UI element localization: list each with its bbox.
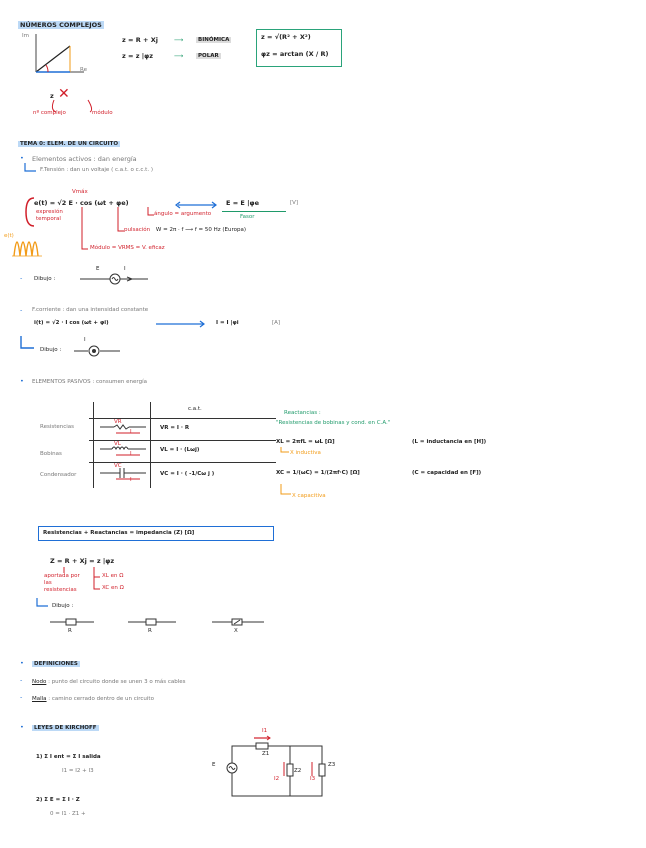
bullet-icon: •	[20, 723, 24, 731]
impedancia-box: Resistencias + Reactancias = impedancia (Z) [Ω]	[38, 526, 274, 541]
dibujo1-i: I	[124, 266, 126, 272]
impedance-symbol	[212, 617, 264, 627]
arrow-icon	[156, 320, 206, 328]
xl-sub: X inductiva	[290, 450, 321, 456]
nc-label: nº complejo	[33, 110, 66, 116]
law1-example: I1 = I2 + I3	[62, 768, 94, 774]
bullet-icon: -	[20, 274, 23, 282]
malla-value: : camino cerrado dentro de un circuito	[48, 696, 154, 702]
row-name: Condensador	[40, 472, 77, 478]
law2-example: 0 = I1 · Z1 +	[50, 811, 86, 817]
section-title-tema: TEMA 0: ELEM. DE UN CIRCUITO	[20, 141, 119, 147]
row-law: VC = I · ( -1/Cω j )	[160, 471, 215, 477]
it-formula: i(t) = √2 · I cos (ωt + φi)	[34, 320, 109, 326]
page-title: NÚMEROS COMPLEJOS	[20, 21, 102, 29]
impedance-symbol	[128, 617, 176, 627]
phasor-e: E = E |φe	[226, 199, 259, 207]
axis-re-label: Re	[80, 67, 87, 73]
row-name: Resistencias	[40, 424, 75, 430]
kirchoff-heading: LEYES DE KIRCHOFF	[34, 725, 97, 731]
dibujo1-e: E	[96, 266, 100, 272]
polar-label: POLAR	[198, 53, 219, 59]
row-law: VL = I · (Lωj)	[160, 447, 200, 453]
phasor-unit: [V]	[290, 200, 299, 206]
bullet-icon: •	[20, 377, 24, 385]
fasor-label: Fasor	[240, 214, 255, 220]
phasor-i: I = I |φi	[216, 320, 239, 326]
pasivos-heading: ELEMENTOS PASIVOS : consumen energía	[32, 379, 147, 385]
react-sub: "Resistencias de bobinas y cond. en C.A."	[276, 420, 391, 426]
branch-arrow-icon	[20, 336, 36, 350]
resistor-icon	[100, 424, 146, 434]
kirchoff-circuit-diagram	[224, 740, 330, 800]
xc-ohm-label: XC en Ω	[102, 585, 124, 591]
circuit-i1: I1	[262, 728, 268, 734]
circuit-z1: Z1	[262, 751, 270, 757]
impedancia-formula: Z = R + Xj = z |φz	[50, 557, 115, 565]
xl-ohm-label: XL en Ω	[102, 573, 124, 579]
pulsacion-label: pulsación	[124, 227, 151, 233]
binomica-formula: z = R + Xj	[122, 36, 158, 44]
circuit-z3: Z3	[328, 762, 336, 768]
bullet-icon: •	[20, 154, 24, 162]
modulus-argument-box	[256, 29, 342, 67]
bullet-icon: -	[20, 676, 23, 684]
bullet-icon: -	[20, 306, 23, 314]
tension-line: F.Tensión : dan un voltaje ( c.a.t. o c.c.t. )	[40, 167, 153, 173]
law1: 1) Σ I ent = Σ I salida	[36, 754, 101, 760]
xl-note: (L = inductancia en [H])	[412, 439, 487, 445]
corriente-line: F.corriente : dan una intensidad constante	[32, 307, 149, 313]
xl-formula: XL = 2πfL = ωL [Ω]	[276, 439, 335, 445]
arrow-icon	[176, 201, 220, 209]
wave-label: e(t)	[4, 233, 14, 239]
malla-key: Malla	[32, 696, 47, 702]
voltage-source-symbol	[80, 272, 148, 286]
row-v-label: VL	[114, 441, 121, 447]
malla-line	[32, 696, 154, 702]
conj-z-label: z	[50, 92, 54, 100]
sine-wave-icon	[12, 226, 42, 262]
modulo-vrms-label: Módulo = VRMS = V. eficaz	[90, 245, 165, 251]
bullet-icon: -	[20, 693, 23, 701]
pasivos-table	[93, 402, 276, 488]
branch-arrow-icon	[280, 447, 290, 455]
arrow-icon: ⟶	[174, 52, 184, 60]
xc-note: (C = capacidad en [F])	[412, 470, 482, 476]
activos-heading: Elementos activos : dan energía	[32, 155, 137, 163]
impedancia-dibujo: Dibujo :	[52, 603, 74, 609]
cross-icon: ✕	[58, 86, 70, 102]
row-v-label: VC	[114, 463, 122, 469]
col-cat-header: c.a.t.	[188, 406, 202, 412]
current-source-symbol	[74, 344, 120, 358]
dibujo2-i: I	[84, 337, 86, 343]
bullet-icon: •	[20, 659, 24, 667]
arrow-icon: ⟶	[174, 36, 184, 44]
circuit-i3: I3	[310, 776, 316, 782]
law2: 2) Σ E = Σ I · Z	[36, 797, 80, 803]
pulsacion-line	[124, 227, 246, 233]
divider	[150, 402, 151, 488]
row-name: Bobinas	[40, 451, 62, 457]
definiciones-heading: DEFINICIONES	[34, 661, 78, 667]
modulus-formula: z = √(R² + X²)	[261, 33, 311, 41]
react-title: Reactancias :	[284, 410, 321, 416]
branch-arrow-icon	[36, 598, 50, 610]
dibujo1-label: Dibujo :	[34, 276, 56, 282]
divider	[222, 211, 286, 212]
circuit-i2: I2	[274, 776, 280, 782]
impedance-label: R	[148, 628, 152, 634]
row-law: VR = I · R	[160, 425, 190, 431]
dibujo2-label: Dibujo :	[40, 347, 62, 353]
row-i-label: I	[130, 451, 132, 457]
phasor-i-unit: [A]	[272, 320, 281, 326]
row-v-label: VR	[114, 419, 122, 425]
nodo-value: : punto del circuito donde se unen 3 o más cables	[48, 679, 186, 685]
nodo-key: Nodo	[32, 679, 47, 685]
et-formula: e(t) = √2 E · cos (ωt + φe)	[34, 199, 129, 207]
capacitor-icon	[100, 468, 146, 480]
xc-sub: X capacitiva	[292, 493, 326, 499]
impedance-symbol	[50, 617, 94, 627]
modulo-label: módulo	[92, 110, 113, 116]
binomica-label: BINÓMICA	[198, 37, 230, 43]
nodo-line	[32, 679, 186, 685]
row-i-label: I	[130, 429, 132, 435]
circuit-e: E	[212, 762, 216, 768]
inductor-icon	[100, 446, 146, 456]
aport-label: aportada por las resistencias	[44, 573, 80, 593]
angle-label: ángulo = argumento	[154, 211, 212, 217]
axis-im-label: Im	[22, 33, 29, 39]
polar-formula: z = z |φz	[122, 52, 154, 60]
expr-temporal-label: expresión temporal	[36, 209, 63, 222]
impedance-label: X	[234, 628, 238, 634]
xc-formula: XC = 1/(ωC) = 1/(2πf·C) [Ω]	[276, 470, 360, 476]
argument-formula: φz = arctan (X / R)	[261, 50, 329, 58]
branch-arrow-icon	[24, 163, 38, 175]
branch-arrow-icon	[280, 484, 292, 498]
row-i-label: I	[130, 477, 132, 483]
vmax-label: Vmáx	[72, 189, 88, 195]
circuit-z2: Z2	[294, 768, 302, 774]
impedance-label: R	[68, 628, 72, 634]
pulsacion-formula: W = 2π · f ⟶ f = 50 Hz (Europa)	[155, 227, 247, 233]
